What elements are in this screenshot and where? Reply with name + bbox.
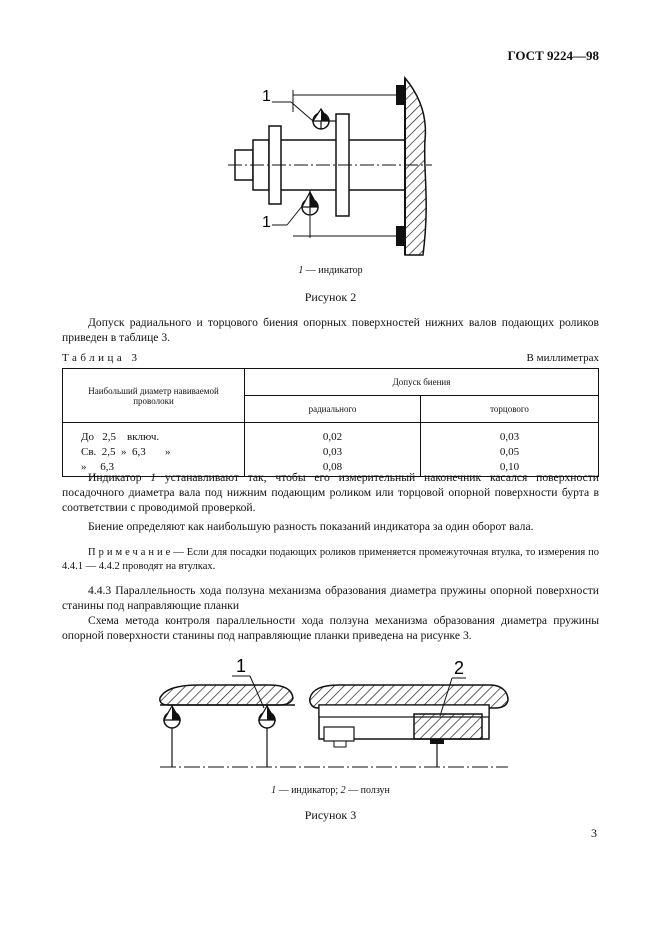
table-3 [62, 368, 599, 477]
table-header-tolerance: Допуск биения [245, 369, 599, 396]
section-4-4-3-heading: 4.4.3 Параллельность хода ползуна механизма образования диаметра пружины опорной поверхности станины под направляющие планки [62, 584, 599, 612]
note-label: Примечание [88, 547, 174, 558]
indicator-middle [259, 706, 275, 767]
wall-hatched [405, 78, 426, 255]
table-header-axial: торцового [421, 396, 599, 423]
fig2-callout-top: 1 [262, 88, 271, 105]
paragraph-figure-3-ref: Схема метода контроля параллельности хода ползуна механизма образования диаметра пружины опорной поверхности станины под направляющие планки приведена на рисунке 3. [62, 614, 599, 642]
table-3-units: В миллиметрах [526, 352, 599, 364]
cell-axial: 0,10 [421, 459, 599, 477]
table-row [63, 423, 599, 445]
figure-3-title: Рисунок 3 [304, 808, 357, 822]
paragraph-runout-definition: Биение определяют как наибольшую разность показаний индикатора за один оборот вала. [88, 520, 534, 533]
table-header-radial: радиального [245, 396, 421, 423]
cell-radial: 0,08 [245, 459, 421, 477]
left-plate [160, 685, 293, 705]
note [62, 546, 599, 574]
figure-2-caption: 1 — индикатор [298, 265, 363, 276]
table-header-diameter: Наибольший диаметр навиваемой проволоки [63, 369, 245, 423]
paragraph-indicator-setup: Индикатор 1 устанавливают так, чтобы его измерительный наконечник касался поверхности посадочного диаметра вала под нижним подающим роликом или торцовой опорной поверхности бурта в соответствии с проводимой проверкой. [62, 471, 599, 514]
fig3-callout-1: 1 [236, 656, 247, 676]
fig2-callout-bottom: 1 [262, 214, 271, 231]
note-text: — Если для посадки подающих роликов применяется промежуточная втулка, то измерения по 4.4.1 — 4.4.2 проводят на втулках. [62, 547, 599, 572]
indicator-left [164, 706, 180, 767]
cell-diameter: До 2,5 включ. [63, 423, 245, 445]
table-3-label: Таблица 3 [62, 352, 141, 364]
paragraph-tolerance-intro: Допуск радиального и торцового биения опорных поверхностей нижних валов подающих роликов приведен в таблице 3. [62, 316, 599, 344]
document-id: ГОСТ 9224—98 [507, 48, 599, 63]
cell-axial: 0,03 [421, 423, 599, 445]
table-row [63, 444, 599, 459]
figure-3-drawing [0, 655, 661, 775]
cell-diameter: Св. 2,5 » 6,3 » [63, 444, 245, 459]
page-number: 3 [591, 826, 597, 840]
cell-radial: 0,02 [245, 423, 421, 445]
cell-radial: 0,03 [245, 444, 421, 459]
fig3-callout-2: 2 [454, 658, 465, 678]
cell-axial: 0,05 [421, 444, 599, 459]
figure-2-drawing [0, 70, 661, 260]
cell-diameter: » 6,3 [63, 459, 245, 477]
figure-2-title: Рисунок 2 [304, 290, 357, 304]
figure-3-caption: 1 — индикатор; 2 — ползун [271, 785, 390, 796]
